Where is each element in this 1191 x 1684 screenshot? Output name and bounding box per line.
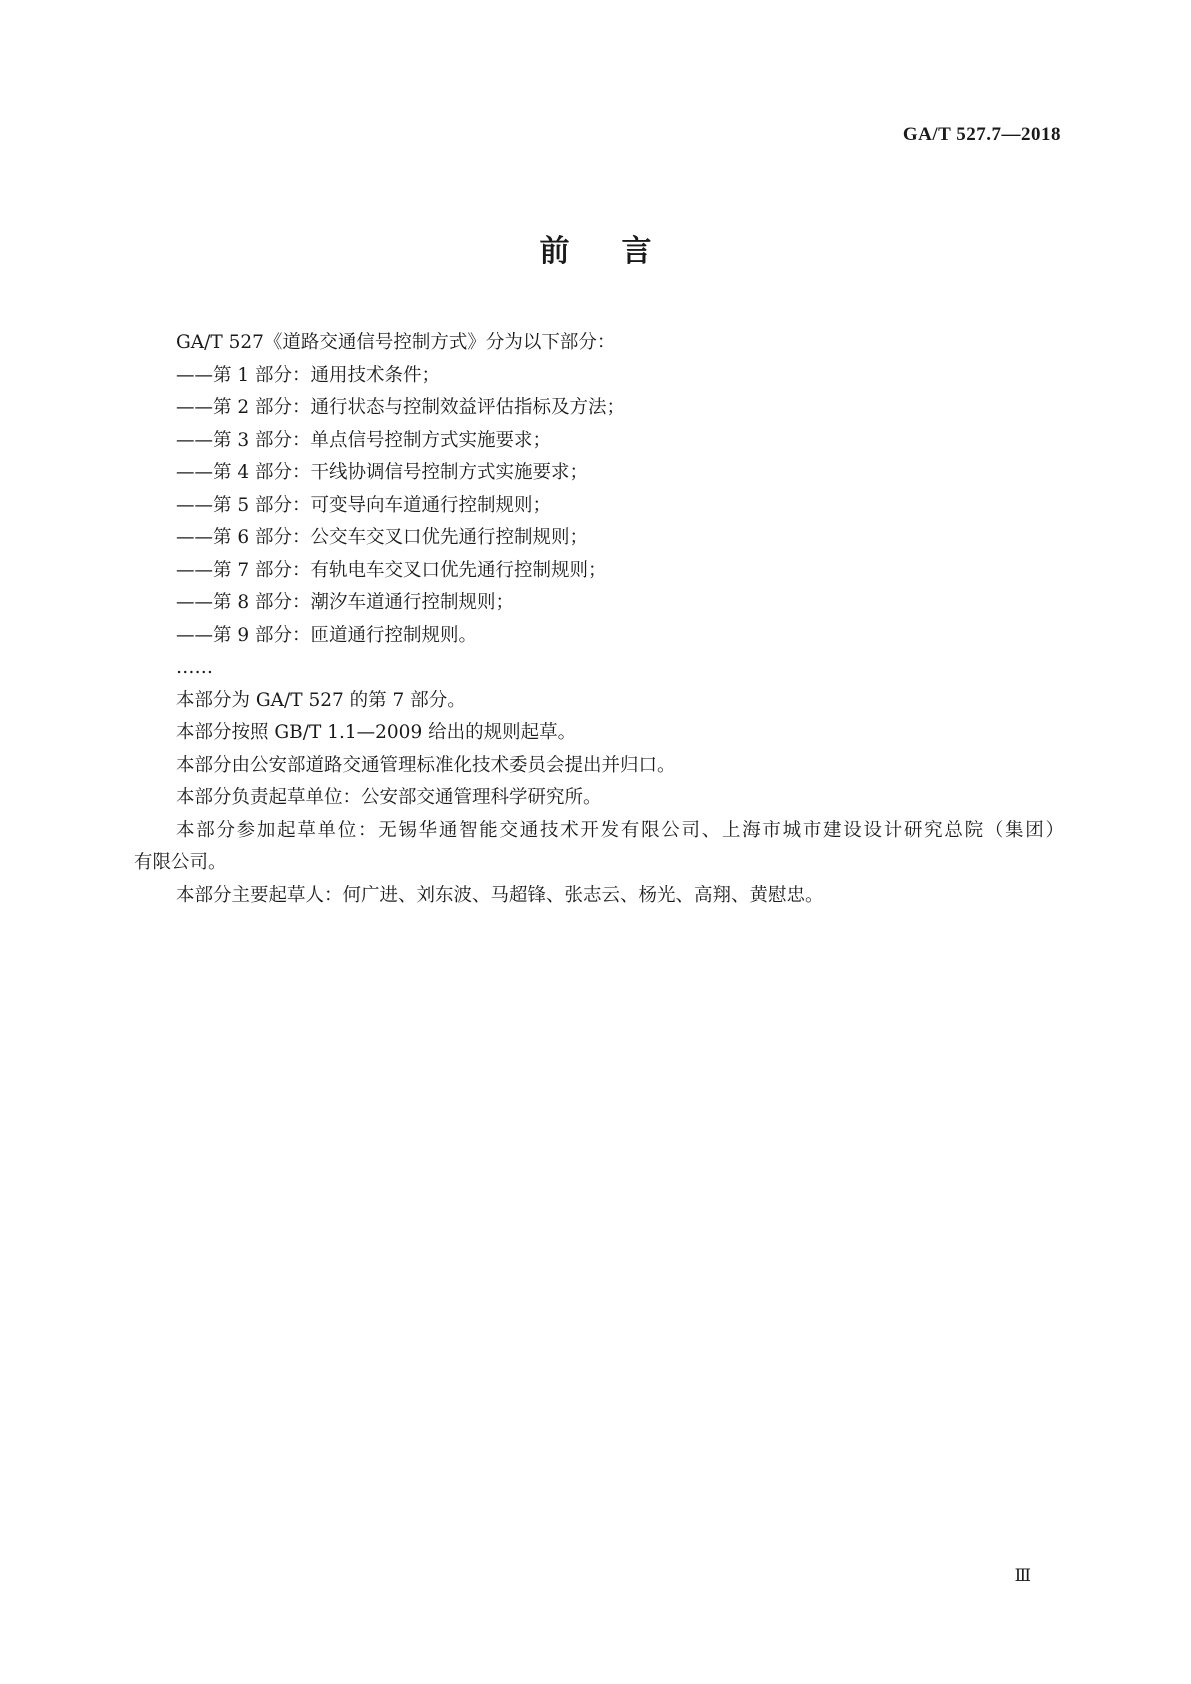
page-number: Ⅲ	[1014, 1566, 1031, 1585]
part-list-item: ——第 8 部分：潮汐车道通行控制规则；	[176, 592, 515, 613]
proposed-by-statement: 本部分由公安部道路交通管理标准化技术委员会提出并归口。	[176, 754, 676, 776]
responsible-unit-statement: 本部分负责起草单位：公安部交通管理科学研究所。	[176, 787, 602, 808]
page-title: 前言	[539, 234, 704, 269]
foreword-body	[134, 327, 1064, 912]
main-drafters-statement: 本部分主要起草人：何广进、刘东波、马超锋、张志云、杨光、高翔、黄慰忠。	[176, 884, 824, 906]
this-part-statement: 本部分为 GA/T 527 的第 7 部分。	[176, 689, 466, 711]
part-list-item: ——第 9 部分：匝道通行控制规则。	[176, 624, 478, 646]
drafting-rules-statement: 本部分按照 GB/T 1.1—2009 给出的规则起草。	[176, 722, 577, 743]
intro-line: GA/T 527《道路交通信号控制方式》分为以下部分：	[176, 332, 616, 353]
part-list-item: ——第 4 部分：干线协调信号控制方式实施要求；	[176, 462, 589, 483]
part-list-item: ——第 2 部分：通行状态与控制效益评估指标及方法；	[176, 397, 626, 418]
participating-units-statement: 本部分参加起草单位：无锡华通智能交通技术开发有限公司、上海市城市建设设计研究总院（集团）	[176, 819, 1064, 841]
part-list-item: ——第 1 部分：通用技术条件；	[176, 364, 441, 386]
document-code: GA/T 527.7—2018	[902, 124, 1061, 145]
ellipsis: ……	[176, 657, 213, 678]
part-list-item: ——第 3 部分：单点信号控制方式实施要求；	[176, 429, 552, 451]
part-list-item: ——第 6 部分：公交车交叉口优先通行控制规则；	[176, 527, 589, 548]
part-list-item: ——第 5 部分：可变导向车道通行控制规则；	[176, 494, 552, 516]
part-list-item: ——第 7 部分：有轨电车交叉口优先通行控制规则；	[176, 559, 607, 581]
participating-units-continuation: 有限公司。	[134, 852, 227, 873]
